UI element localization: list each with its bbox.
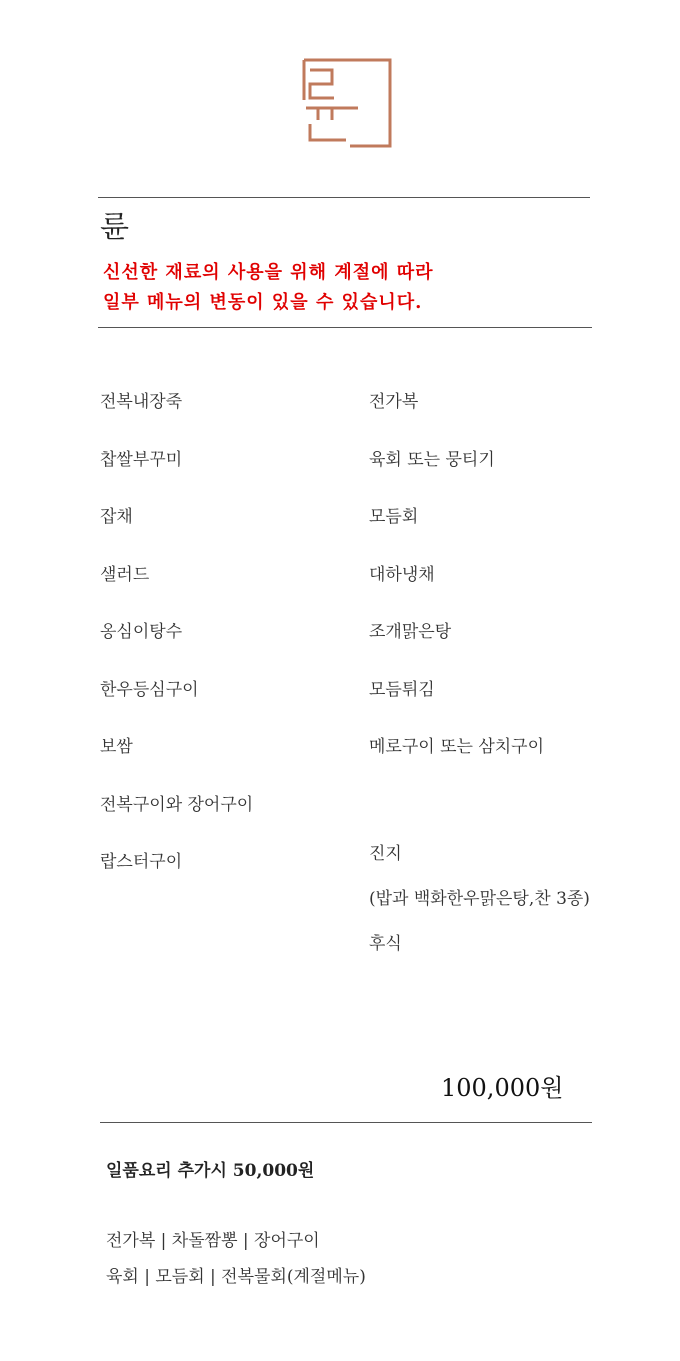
menu-column-right bbox=[369, 390, 590, 977]
menu-item: 랍스터구이 bbox=[100, 852, 183, 872]
rice-and-dessert-group bbox=[369, 842, 590, 977]
seasonal-notice bbox=[103, 258, 434, 318]
menu-item: 잡채 bbox=[100, 507, 133, 527]
divider-top bbox=[98, 197, 590, 198]
notice-line-1: 신선한 재료의 사용을 위해 계절에 따라 bbox=[103, 262, 434, 283]
menu-item: 찹쌀부꾸미 bbox=[100, 449, 183, 470]
restaurant-logo bbox=[302, 58, 394, 150]
menu-item-description: (밥과 백화한우맑은탕,찬 3종) bbox=[369, 888, 590, 909]
menu-item: 조개맑은탕 bbox=[369, 622, 452, 642]
divider-middle bbox=[98, 327, 592, 328]
menu-item: 보쌈 bbox=[100, 737, 133, 757]
addon-title: 일품요리 추가시 50,000원 bbox=[106, 1161, 315, 1181]
divider-bottom bbox=[100, 1122, 592, 1123]
menu-item: 샐러드 bbox=[100, 564, 150, 585]
course-price: 100,000원 bbox=[441, 1074, 564, 1102]
menu-item: 모듬튀김 bbox=[369, 679, 435, 700]
addon-options-line-1: 전가복 | 차돌짬뽕 | 장어구이 bbox=[106, 1231, 320, 1251]
menu-item: 한우등심구이 bbox=[100, 679, 199, 700]
menu-item: 옹심이탕수 bbox=[100, 622, 183, 642]
notice-line-2: 일부 메뉴의 변동이 있을 수 있습니다. bbox=[103, 292, 423, 313]
menu-item-spacer bbox=[369, 793, 590, 842]
menu-item: 진지 bbox=[369, 843, 402, 864]
addon-options-line-2: 육회 | 모듬회 | 전복물회(계절메뉴) bbox=[106, 1267, 366, 1287]
menu-item: 전복구이와 장어구이 bbox=[100, 794, 254, 815]
menu-item: 전복내장죽 bbox=[100, 392, 183, 412]
menu-item: 전가복 bbox=[369, 392, 419, 412]
menu-item: 모듬회 bbox=[369, 507, 419, 527]
menu-item: 대하냉채 bbox=[369, 564, 435, 585]
menu-item: 후식 bbox=[369, 933, 402, 954]
menu-column-left bbox=[100, 390, 253, 908]
menu-item: 메로구이 또는 삼치구이 bbox=[369, 737, 545, 757]
restaurant-name: 륜 bbox=[100, 210, 129, 245]
menu-item: 육회 또는 뭉티기 bbox=[369, 449, 495, 470]
